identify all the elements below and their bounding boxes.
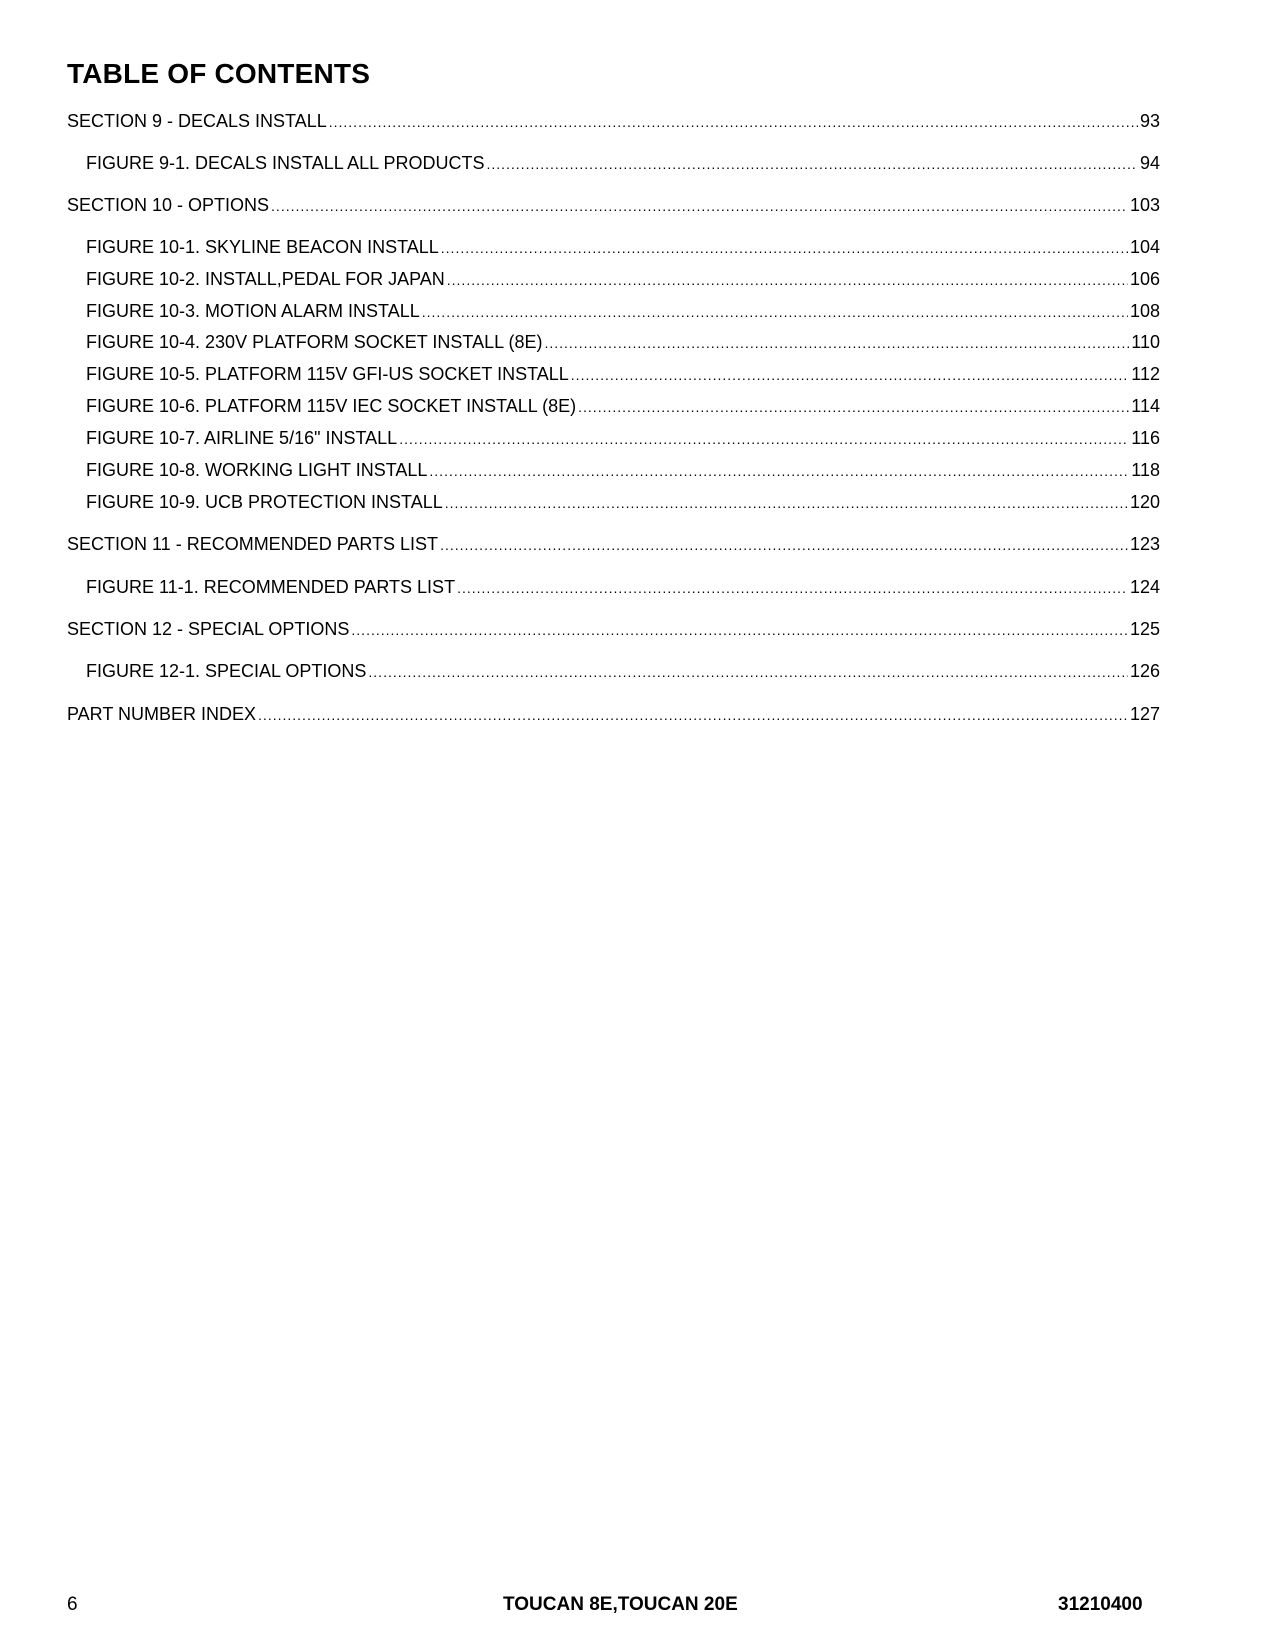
toc-entry-section-12[interactable] xyxy=(67,618,1160,641)
toc-entry-label: FIGURE 10-9. UCB PROTECTION INSTALL xyxy=(86,492,443,512)
dot-leader xyxy=(440,534,1128,556)
toc-entry-figure-10-7[interactable] xyxy=(86,427,1160,450)
toc-entry-figure-12-1[interactable] xyxy=(86,660,1160,683)
toc-entry-page: 104 xyxy=(1129,237,1160,257)
toc-entry-page: 116 xyxy=(1131,428,1160,448)
toc-entry-label: SECTION 12 - SPECIAL OPTIONS xyxy=(67,619,350,639)
footer-document-number: 31210400 xyxy=(1058,1594,1143,1615)
toc-entry-label: FIGURE 10-4. 230V PLATFORM SOCKET INSTALL (8E) xyxy=(86,332,543,352)
toc-entry-label: FIGURE 10-1. SKYLINE BEACON INSTALL xyxy=(86,237,439,257)
toc-entry-figure-9-1[interactable] xyxy=(86,152,1160,175)
toc-entry-page: 120 xyxy=(1129,492,1160,512)
dot-leader xyxy=(429,460,1129,482)
dot-leader xyxy=(571,364,1130,386)
dot-leader xyxy=(351,619,1128,641)
toc-entry-label: FIGURE 10-7. AIRLINE 5/16" INSTALL xyxy=(86,428,398,448)
toc-entry-label: FIGURE 9-1. DECALS INSTALL ALL PRODUCTS xyxy=(86,153,485,173)
toc-entry-page: 126 xyxy=(1129,661,1160,681)
toc-entry-page: 114 xyxy=(1131,396,1160,416)
toc-entry-figure-10-5[interactable] xyxy=(86,363,1160,386)
table-of-contents xyxy=(0,0,1275,760)
toc-entry-label: PART NUMBER INDEX xyxy=(67,704,257,724)
toc-entry-section-11[interactable] xyxy=(67,533,1160,556)
toc-entry-page: 108 xyxy=(1129,301,1160,321)
toc-entry-page: 127 xyxy=(1129,704,1160,724)
dot-leader xyxy=(441,237,1128,259)
toc-entry-label: FIGURE 10-8. WORKING LIGHT INSTALL xyxy=(86,460,428,480)
toc-entry-figure-10-6[interactable] xyxy=(86,395,1160,418)
toc-entry-section-10[interactable] xyxy=(67,194,1160,217)
toc-entry-page: 125 xyxy=(1129,619,1160,639)
toc-entry-label: FIGURE 10-5. PLATFORM 115V GFI-US SOCKET INSTALL xyxy=(86,364,569,384)
dot-leader xyxy=(447,269,1128,291)
toc-entry-figure-10-8[interactable] xyxy=(86,459,1160,482)
dot-leader xyxy=(486,153,1138,175)
toc-entry-part-number-index[interactable] xyxy=(67,703,1160,726)
toc-entry-label: SECTION 10 - OPTIONS xyxy=(67,195,270,215)
dot-leader xyxy=(422,301,1128,323)
dot-leader xyxy=(399,428,1129,450)
toc-entry-label: FIGURE 12-1. SPECIAL OPTIONS xyxy=(86,661,367,681)
toc-entry-page: 110 xyxy=(1131,332,1160,352)
toc-entry-page: 123 xyxy=(1129,534,1160,554)
dot-leader xyxy=(271,195,1128,217)
page-title: TABLE OF CONTENTS xyxy=(67,58,371,89)
toc-entry-label: FIGURE 10-2. INSTALL,PEDAL FOR JAPAN xyxy=(86,269,445,289)
footer-product-name: TOUCAN 8E,TOUCAN 20E xyxy=(503,1594,738,1615)
toc-entry-figure-10-3[interactable] xyxy=(86,300,1160,323)
dot-leader xyxy=(258,704,1128,726)
toc-entry-figure-10-4[interactable] xyxy=(86,331,1160,354)
toc-entry-page: 124 xyxy=(1129,577,1160,597)
toc-entry-label: FIGURE 10-6. PLATFORM 115V IEC SOCKET INSTALL (8E) xyxy=(86,396,577,416)
toc-entry-figure-10-1[interactable] xyxy=(86,236,1160,259)
toc-entry-section-9[interactable] xyxy=(67,110,1160,133)
toc-entry-label: SECTION 9 - DECALS INSTALL xyxy=(67,111,327,131)
toc-entry-page: 118 xyxy=(1131,460,1160,480)
footer-page-number: 6 xyxy=(67,1594,78,1615)
dot-leader xyxy=(578,396,1129,418)
toc-entry-page: 93 xyxy=(1139,111,1160,131)
toc-entry-page: 103 xyxy=(1129,195,1160,215)
toc-entry-figure-10-2[interactable] xyxy=(86,268,1160,291)
toc-entry-figure-11-1[interactable] xyxy=(86,576,1160,599)
dot-leader xyxy=(368,661,1128,683)
toc-entry-label: SECTION 11 - RECOMMENDED PARTS LIST xyxy=(67,534,439,554)
toc-entry-page: 106 xyxy=(1129,269,1160,289)
toc-entry-label: FIGURE 11-1. RECOMMENDED PARTS LIST xyxy=(86,577,456,597)
dot-leader xyxy=(457,577,1128,599)
toc-entry-page: 112 xyxy=(1131,364,1160,384)
toc-entry-page: 94 xyxy=(1139,153,1160,173)
toc-entry-label: FIGURE 10-3. MOTION ALARM INSTALL xyxy=(86,301,420,321)
dot-leader xyxy=(329,111,1138,133)
toc-entry-figure-10-9[interactable] xyxy=(86,491,1160,514)
dot-leader xyxy=(445,492,1128,514)
dot-leader xyxy=(544,332,1129,354)
